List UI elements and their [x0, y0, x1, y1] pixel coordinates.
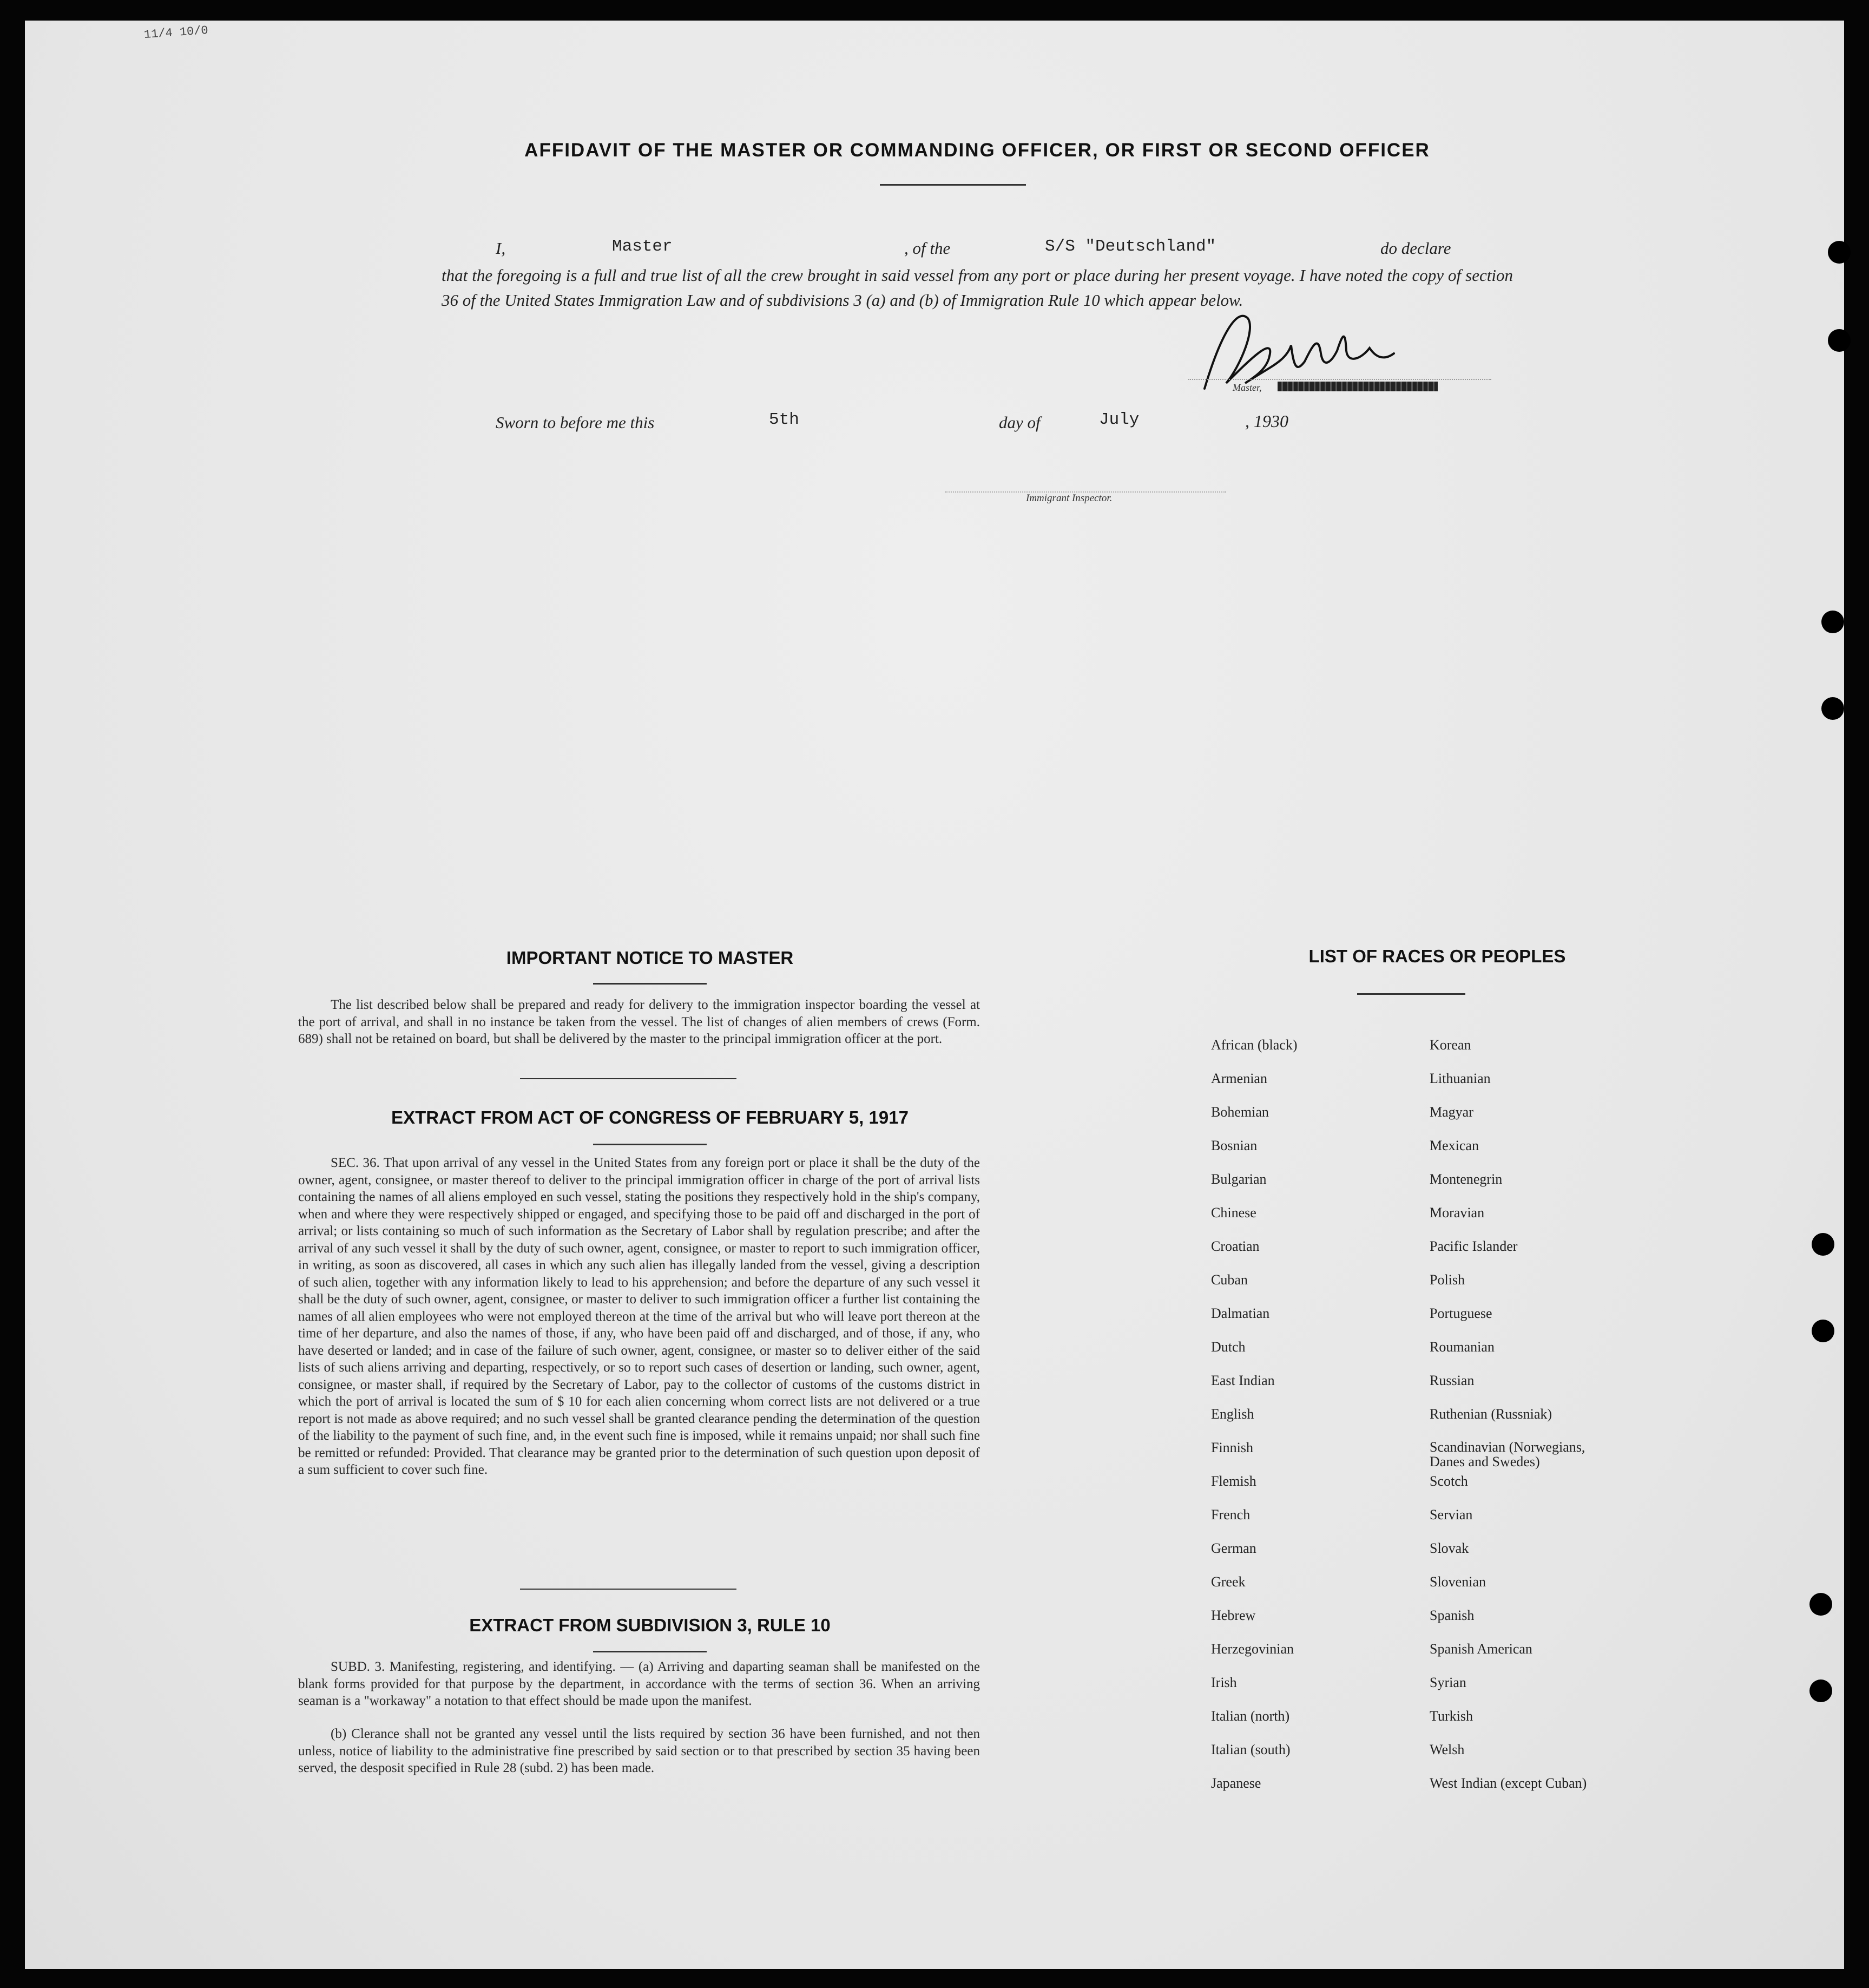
sworn-day: 5th	[769, 410, 799, 429]
race-item: Flemish	[1211, 1473, 1256, 1489]
race-item: Japanese	[1211, 1775, 1261, 1791]
race-item: Servian	[1430, 1507, 1473, 1523]
race-item: Korean	[1430, 1037, 1471, 1053]
race-item: Slovenian	[1430, 1574, 1486, 1590]
race-item: Croatian	[1211, 1238, 1260, 1254]
race-item: Irish	[1211, 1675, 1237, 1690]
race-item: Herzegovinian	[1211, 1641, 1294, 1657]
scan-mark: 11/4 10/0	[143, 23, 209, 42]
race-item: Hebrew	[1211, 1608, 1256, 1623]
race-item: Italian (north)	[1211, 1708, 1290, 1724]
race-item: Welsh	[1430, 1742, 1465, 1757]
declaration-of-the: , of the	[904, 239, 951, 258]
race-item: Ruthenian (Russniak)	[1430, 1406, 1552, 1422]
race-item: African (black)	[1211, 1037, 1298, 1053]
race-item: Scandinavian (Norwegians, Danes and Swedes)	[1430, 1439, 1585, 1469]
act-text: SEC. 36. That upon arrival of any vessel in the United States from any foreign port or place it shall be the duty of the owner, agent, consignee, or master thereof to deliver to the principal immigration officer in charge of the port of arrival lists containing the names of all aliens employed en such vessel, stating the positions they respectively hold in the ship's company, when and where they were respectively shipped or engaged, and specifying those to be paid off and discharged in the port of arrival; or lists containing so much of such information as the Secretary of Labor shall by regulation prescribe; and after the arrival of any such vessel it shall by the duty of such owner, agent, consignee, or master to report to such immigration officer, in writing, as soon as discovered, all cases in which any such alien has illegally landed from the vessel, giving a description of such alien, together with any information likely to lead to his apprehension; and before the departure of any such vessel it shall be the duty of such owner, agent, consignee, or master to deliver to such immigration officer a further list containing the names of all alien employees who were not employed thereon at the time of the arrival but who will leave port thereon at the time of her departure, and also the names of those, if any, who have been paid off and discharged, and of those, if any, who have deserted or landed; and in case of the failure of such owner, agent, consignee, or master so to deliver either of the said lists of such aliens arriving and departing, respectively, or so to report such cases of desertion or landing, such owner, agent, consignee, or master shall, if required by the Secretary of Labor, pay to the collector of customs of the customs district in which the port of arrival is located the sum of $ 10 for each alien concerning whom correct lists are not delivered or a true report is not made as above required; and no such vessel shall be granted clearance pending the determination of the question of the liability to the payment of such fine, and, in the event such fine is imposed, while it remains unpaid; nor shall such fine be remitted or refunded: Provided. That clearance may be granted prior to the determination of such question upon deposit of a sum sufficient to cover such fine.	[298, 1156, 980, 1477]
race-item: Roumanian	[1430, 1339, 1495, 1355]
binder-hole	[1812, 1320, 1834, 1342]
divider	[520, 1078, 736, 1079]
race-item: Portuguese	[1430, 1305, 1492, 1321]
race-item: East Indian	[1211, 1373, 1275, 1388]
race-item: Italian (south)	[1211, 1742, 1291, 1757]
race-item: Dutch	[1211, 1339, 1246, 1355]
divider	[593, 1651, 707, 1652]
race-item: French	[1211, 1507, 1251, 1523]
act-title: EXTRACT FROM ACT OF CONGRESS OF FEBRUARY 5, 1917	[391, 1107, 909, 1127]
binder-hole	[1809, 1593, 1832, 1616]
race-item: Spanish American	[1430, 1641, 1532, 1657]
races-title: LIST OF RACES OR PEOPLES	[1308, 946, 1566, 966]
race-item: Scotch	[1430, 1473, 1468, 1489]
subd-text-a: SUBD. 3. Manifesting, registering, and identifying. — (a) Arriving and daparting seaman shall be manifested on the blank forms provided for that purpose by the department, in accordance with the terms of section 36. When an arriving seaman is a "workaway" a notation to that effect should be made upon the manifest.	[298, 1659, 980, 1708]
day-of-label: day of	[999, 413, 1041, 432]
race-item: Moravian	[1430, 1205, 1485, 1221]
race-item: Pacific Islander	[1430, 1238, 1518, 1254]
notice-title: IMPORTANT NOTICE TO MASTER	[506, 948, 794, 968]
divider	[880, 184, 1026, 186]
binder-hole	[1812, 1233, 1834, 1256]
filled-rank: Master	[612, 237, 673, 256]
race-item: German	[1211, 1540, 1256, 1556]
divider	[1357, 993, 1465, 995]
binder-hole	[1828, 329, 1851, 352]
race-item: Lithuanian	[1430, 1071, 1491, 1086]
binder-hole	[1809, 1679, 1832, 1702]
race-item: Bulgarian	[1211, 1171, 1267, 1187]
race-item: West Indian (except Cuban)	[1430, 1775, 1587, 1791]
document-page	[25, 21, 1844, 1969]
race-item: Slovak	[1430, 1540, 1469, 1556]
binder-hole	[1828, 241, 1851, 264]
signature-line	[1188, 379, 1491, 380]
race-item: Bohemian	[1211, 1104, 1269, 1120]
struck-out-title	[1278, 382, 1438, 391]
declaration-i: I,	[496, 239, 506, 258]
race-item: Finnish	[1211, 1440, 1254, 1455]
binder-hole	[1821, 697, 1844, 720]
race-item: Syrian	[1430, 1675, 1466, 1690]
race-item: Mexican	[1430, 1138, 1479, 1153]
race-item: Bosnian	[1211, 1138, 1258, 1153]
race-item: Montenegrin	[1430, 1171, 1503, 1187]
race-item: English	[1211, 1406, 1254, 1422]
race-item: Polish	[1430, 1272, 1465, 1288]
divider	[593, 1144, 707, 1145]
subd-text-b: (b) Clerance shall not be granted any vessel until the lists required by section 36 have been furnished, and not then unless, notice of liability to the administrative fine prescribed by said section or to that prescribed by section 35 having been served, the desposit specified in Rule 28 (subd. 2) has been made.	[298, 1727, 980, 1775]
race-item: Dalmatian	[1211, 1305, 1270, 1321]
race-item: Greek	[1211, 1574, 1246, 1590]
divider	[593, 983, 707, 985]
sworn-month: July	[1099, 410, 1140, 429]
race-item: Turkish	[1430, 1708, 1473, 1724]
race-item: Cuban	[1211, 1272, 1248, 1288]
inspector-caption: Immigrant Inspector.	[1026, 493, 1113, 504]
race-item: Armenian	[1211, 1071, 1267, 1086]
declaration-body: that the foregoing is a full and true list of all the crew brought in said vessel from any port or place during her present voyage. I have noted the copy of section 36 of the United States Immigration Law and of subdivisions 3 (a) and (b) of Immigration Rule 10 which appear below.	[442, 266, 1513, 310]
race-item: Spanish	[1430, 1608, 1475, 1623]
signature-caption: Master,	[1233, 382, 1262, 393]
notice-text: The list described below shall be prepared and ready for delivery to the immigration inspector boarding the vessel at the port of arrival, and shall in no instance be taken from the vessel. The list of changes of alien members of crews (Form. 689) shall not be retained on board, but shall be delivered by the master to the principal immigration officer at the port.	[298, 998, 980, 1046]
race-item: Chinese	[1211, 1205, 1256, 1221]
binder-hole	[1821, 611, 1844, 633]
subd-title: EXTRACT FROM SUBDIVISION 3, RULE 10	[469, 1615, 831, 1635]
declaration-do-declare: do declare	[1380, 239, 1451, 258]
affidavit-title: AFFIDAVIT OF THE MASTER OR COMMANDING OFFICER, OR FIRST OR SECOND OFFICER	[524, 140, 1430, 161]
divider	[520, 1589, 736, 1590]
race-item: Magyar	[1430, 1104, 1473, 1120]
sworn-year: , 1930	[1245, 411, 1288, 431]
race-item: Russian	[1430, 1373, 1475, 1388]
sworn-label: Sworn to before me this	[496, 413, 655, 432]
filled-vessel: S/S "Deutschland"	[1045, 237, 1216, 256]
